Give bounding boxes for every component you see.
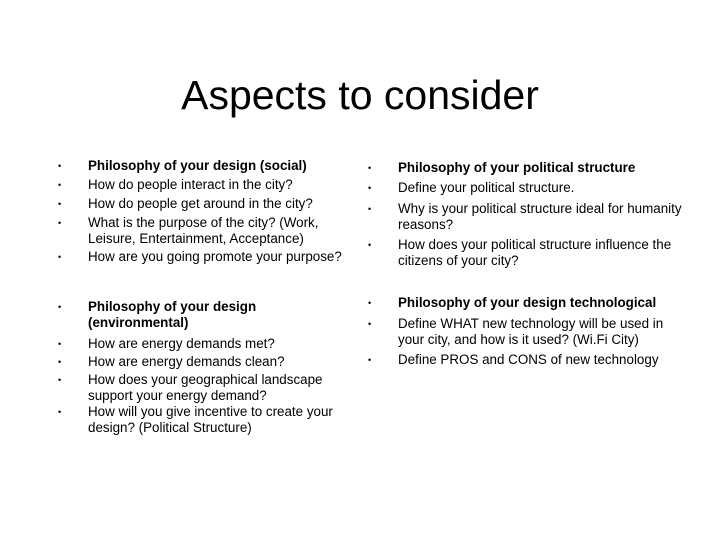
slide-title: Aspects to consider bbox=[181, 72, 539, 118]
bullet-icon: • bbox=[58, 375, 62, 385]
bullet-icon: • bbox=[368, 204, 372, 214]
list-item-text: Define your political structure. bbox=[398, 180, 575, 195]
section-heading-environmental: Philosophy of your design (environmental) bbox=[88, 299, 257, 331]
bullet-icon: • bbox=[368, 240, 372, 250]
bullet-icon: • bbox=[368, 163, 372, 173]
bullet-icon: • bbox=[58, 407, 62, 417]
bullet-icon: • bbox=[368, 183, 372, 193]
bullet-icon: • bbox=[368, 319, 372, 329]
list-item-text: Define WHAT new technology will be used in your city, and how is it used? (Wi.Fi City) bbox=[398, 316, 664, 348]
bullet-icon: • bbox=[58, 218, 62, 228]
bullet-icon: • bbox=[58, 302, 62, 312]
list-item-text: Why is your political structure ideal for humanity reasons? bbox=[398, 201, 682, 233]
list-item-text: How will you give incentive to create your design? (Political Structure) bbox=[88, 404, 333, 436]
bullet-icon: • bbox=[58, 199, 62, 209]
list-item-text: How do people get around in the city? bbox=[88, 196, 313, 211]
list-item-text: How does your geographical landscape support your energy demand? bbox=[88, 372, 323, 404]
list-item-text: How are you going promote your purpose? bbox=[88, 249, 342, 264]
list-item-text: How do people interact in the city? bbox=[88, 177, 293, 192]
list-item-text: Define PROS and CONS of new technology bbox=[398, 352, 659, 367]
bullet-icon: • bbox=[58, 339, 62, 349]
section-heading-social: Philosophy of your design (social) bbox=[88, 158, 307, 173]
list-item-text: What is the purpose of the city? (Work, Leisure, Entertainment, Acceptance) bbox=[88, 215, 319, 247]
bullet-icon: • bbox=[58, 161, 62, 171]
section-heading-technological: Philosophy of your design technological bbox=[398, 295, 657, 310]
section-heading-political: Philosophy of your political structure bbox=[398, 160, 636, 175]
list-item-text: How are energy demands met? bbox=[88, 336, 275, 351]
list-item-text: How are energy demands clean? bbox=[88, 354, 285, 369]
bullet-icon: • bbox=[58, 252, 62, 262]
bullet-icon: • bbox=[58, 180, 62, 190]
list-item-text: How does your political structure influence the citizens of your city? bbox=[398, 237, 672, 269]
bullet-icon: • bbox=[368, 298, 372, 308]
bullet-icon: • bbox=[368, 355, 372, 365]
bullet-icon: • bbox=[58, 357, 62, 367]
